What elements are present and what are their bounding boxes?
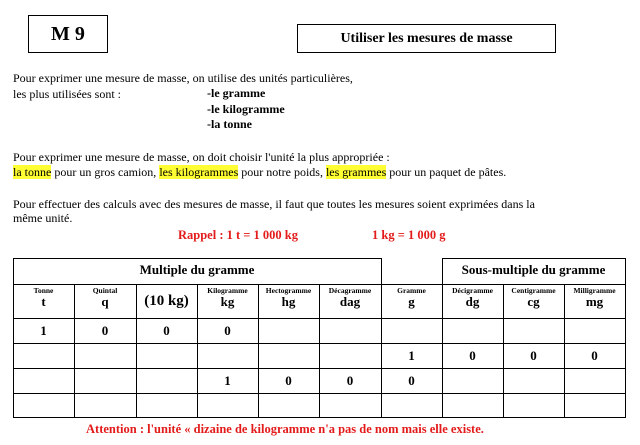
unit-name: Hectogramme [265, 286, 312, 295]
rappel-kilogramme: 1 kg = 1 000 g [372, 228, 446, 242]
table-cell: 0 [530, 348, 537, 363]
unit-symbol: cg [527, 294, 540, 309]
unit-symbol: q [101, 294, 109, 309]
highlight-tonne: la tonne [13, 165, 52, 179]
unit-symbol: kg [220, 294, 235, 309]
table-rule [625, 258, 626, 418]
unit-list-item: -le kilogramme [207, 101, 285, 116]
unit-header [258, 286, 319, 318]
table-rule [442, 258, 443, 418]
attention-note: Attention : l'unité « dizaine de kilogramme n'a pas de nom mais elle existe. [86, 422, 484, 436]
intro-line-2: les plus utilisées sont : [13, 87, 121, 101]
unit-name: Tonne [33, 286, 54, 295]
unit-name: Kilogramme [207, 286, 248, 295]
table-rule [381, 258, 382, 418]
table-cell: 1 [40, 323, 47, 338]
unit-name: Quintal [92, 286, 118, 295]
unit-name: Gramme [397, 286, 426, 295]
unit-symbol: hg [281, 294, 296, 309]
table-cell: 1 [224, 373, 231, 388]
unit-name: Décigramme [452, 286, 493, 295]
table-cell: 0 [101, 323, 109, 338]
highlight-kilogrammes: les kilogrammes [159, 165, 239, 179]
unit-header [381, 286, 442, 318]
unit-symbol: (10 kg) [144, 293, 189, 309]
table-cell: 0 [591, 348, 598, 363]
table-cell: 0 [469, 348, 476, 363]
table-cell: 1 [408, 348, 415, 363]
unit-name: Décagramme [328, 286, 372, 295]
choice-line-2: la tonne pour un gros camion, les kilogrammes pour notre poids, les grammes pour un paquet de pâtes. [13, 165, 507, 179]
unit-name: Milligramme [573, 286, 616, 295]
unit-header [136, 286, 197, 318]
table-rule [442, 258, 626, 259]
highlight-grammes: les grammes [325, 165, 387, 179]
intro-line-1: Pour exprimer une mesure de masse, on utilise des unités particulières, [13, 71, 353, 85]
unit-name: Centigramme [511, 286, 556, 295]
group-header-multiples: Multiple du gramme [139, 262, 255, 277]
group-header-submultiples: Sous-multiple du gramme [461, 262, 606, 277]
table-cell: 0 [346, 373, 354, 388]
unit-header [74, 286, 136, 318]
table-cell: 0 [285, 373, 292, 388]
unit-header [503, 286, 564, 318]
unit-header [442, 286, 503, 318]
table-cell: 0 [224, 323, 231, 338]
unit-list-item: -le gramme [207, 86, 266, 100]
unit-list [207, 86, 285, 133]
calc-line-1: Pour effectuer des calculs avec des mesures de masse, il faut que toutes les mesures soient exprimées dans la [13, 197, 535, 211]
unit-symbol: dag [339, 294, 361, 309]
choice-line-1: Pour exprimer une mesure de masse, on doit choisir l'unité la plus appropriée : [13, 150, 390, 164]
unit-symbol: dg [465, 294, 480, 309]
calc-line-2: même unité. [13, 211, 73, 225]
unit-symbol: t [41, 294, 46, 309]
rappel-tonne: Rappel : 1 t = 1 000 kg [178, 228, 298, 242]
unit-symbol: mg [585, 294, 604, 309]
table-cell: 0 [163, 323, 170, 338]
lesson-code: M 9 [28, 15, 108, 53]
table-rule [13, 258, 382, 259]
unit-header [197, 286, 258, 318]
unit-list-item: -la tonne [207, 117, 252, 131]
unit-header [13, 286, 74, 318]
unit-symbol: g [408, 294, 415, 309]
unit-header [564, 286, 625, 318]
lesson-title: Utiliser les mesures de masse [297, 24, 556, 53]
table-cell: 0 [408, 373, 415, 388]
unit-header [319, 286, 381, 318]
